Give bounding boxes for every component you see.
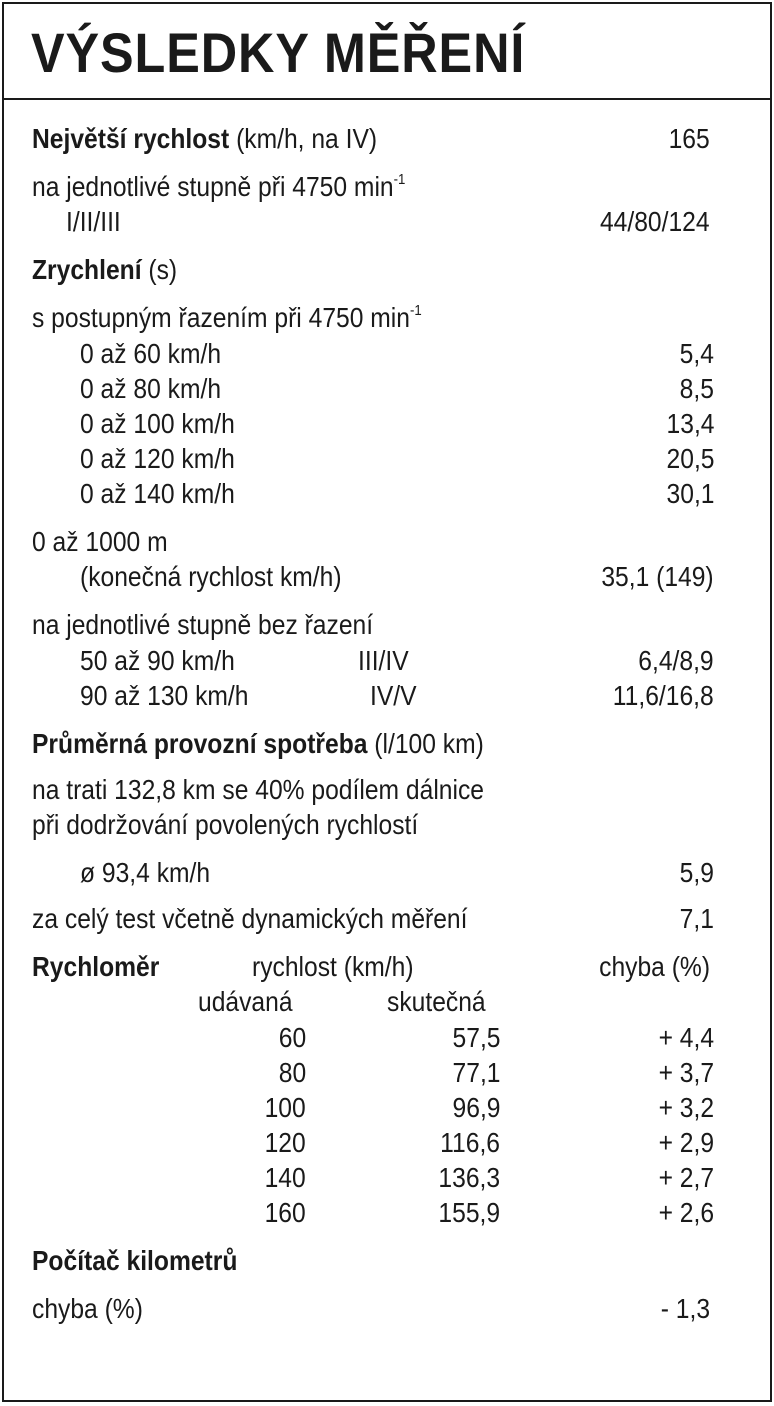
speedometer-actual: 77,1 <box>452 1057 500 1088</box>
accel-row-value: 5,4 <box>679 338 714 369</box>
speedometer-actual: 96,9 <box>452 1092 500 1123</box>
consumption-label: Průměrná provozní spotřeba <box>32 728 368 759</box>
speedometer-indicated: 100 <box>264 1092 306 1123</box>
accel-row-value: 8,5 <box>679 373 714 404</box>
max-speed-label: Největší rychlost <box>32 123 230 154</box>
speedometer-indicated: 120 <box>264 1127 306 1158</box>
consumption-line2: při dodržování povolených rychlostí <box>32 809 419 840</box>
nogear-row-gear: III/IV <box>358 645 409 676</box>
acceleration-heading <box>32 253 177 287</box>
gears-heading <box>32 170 405 204</box>
accel-row-label: 0 až 60 km/h <box>80 338 222 369</box>
odometer-error-label: chyba (%) <box>32 1293 143 1324</box>
km-sub: (konečná rychlost km/h) <box>80 561 342 592</box>
speedometer-error: + 2,6 <box>658 1197 714 1228</box>
speedometer-speed-header: rychlost (km/h) <box>252 951 414 982</box>
accel-row-label: 0 až 120 km/h <box>80 443 235 474</box>
speedometer-error: + 3,7 <box>658 1057 714 1088</box>
accel-row-value: 30,1 <box>666 478 714 509</box>
shift-sup: -1 <box>409 302 422 319</box>
speedometer-actual: 136,3 <box>438 1162 500 1193</box>
speedometer-col-actual: skutečná <box>387 986 486 1017</box>
consumption-total-value: 7,1 <box>679 903 714 934</box>
gears-value: 44/80/124 <box>600 206 710 237</box>
page-title: VÝSLEDKY MĚŘENÍ <box>31 21 526 84</box>
nogear-row-value: 6,4/8,9 <box>638 645 714 676</box>
speedometer-error: + 2,7 <box>658 1162 714 1193</box>
accel-row-value: 20,5 <box>666 443 714 474</box>
nogear-row-gear: IV/V <box>370 680 417 711</box>
speedometer-indicated: 160 <box>264 1197 306 1228</box>
speedometer-actual: 116,6 <box>440 1127 500 1158</box>
title-bar <box>4 4 770 100</box>
speedometer-actual: 57,5 <box>452 1022 500 1053</box>
gears-sup: -1 <box>393 171 406 188</box>
max-speed-value: 165 <box>668 123 710 154</box>
accel-row-label: 0 až 100 km/h <box>80 408 235 439</box>
results-box <box>2 2 772 1402</box>
speedometer-indicated: 140 <box>264 1162 306 1193</box>
speedometer-error: + 4,4 <box>658 1022 714 1053</box>
consumption-avg-value: 5,9 <box>679 857 714 888</box>
shift-text: s postupným řazením při 4750 min <box>32 302 410 333</box>
consumption-heading <box>32 727 484 761</box>
km-label: 0 až 1000 m <box>32 526 168 557</box>
speedometer-error: + 2,9 <box>658 1127 714 1158</box>
speedometer-col-indicated: udávaná <box>198 986 293 1017</box>
km-value: 35,1 (149) <box>601 561 714 592</box>
consumption-line1: na trati 132,8 km se 40% podílem dálnice <box>32 774 484 805</box>
max-speed-heading <box>32 122 377 156</box>
odometer-label: Počítač kilometrů <box>32 1245 238 1276</box>
consumption-avg-label: ø 93,4 km/h <box>80 857 211 888</box>
shift-heading <box>32 301 422 335</box>
accel-row-value: 13,4 <box>666 408 714 439</box>
consumption-unit: (l/100 km) <box>374 728 484 759</box>
acceleration-label: Zrychlení <box>32 254 142 285</box>
max-speed-unit: (km/h, na IV) <box>236 123 378 154</box>
speedometer-error-header: chyba (%) <box>599 951 710 982</box>
speedometer-indicated: 60 <box>278 1022 306 1053</box>
nogear-row-value: 11,6/16,8 <box>613 680 714 711</box>
speedometer-actual: 155,9 <box>438 1197 500 1228</box>
speedometer-error: + 3,2 <box>658 1092 714 1123</box>
acceleration-unit: (s) <box>148 254 178 285</box>
odometer-error-value: - 1,3 <box>660 1293 710 1324</box>
speedometer-indicated: 80 <box>278 1057 306 1088</box>
consumption-total-label: za celý test včetně dynamických měření <box>32 903 468 934</box>
accel-row-label: 0 až 140 km/h <box>80 478 235 509</box>
speedometer-label: Rychloměr <box>32 951 160 982</box>
nogear-row-label: 90 až 130 km/h <box>80 680 249 711</box>
nogear-heading: na jednotlivé stupně bez řazení <box>32 609 374 640</box>
nogear-row-label: 50 až 90 km/h <box>80 645 235 676</box>
accel-row-label: 0 až 80 km/h <box>80 373 222 404</box>
gears-text: na jednotlivé stupně při 4750 min <box>32 171 394 202</box>
gears-label: I/II/III <box>66 206 121 237</box>
